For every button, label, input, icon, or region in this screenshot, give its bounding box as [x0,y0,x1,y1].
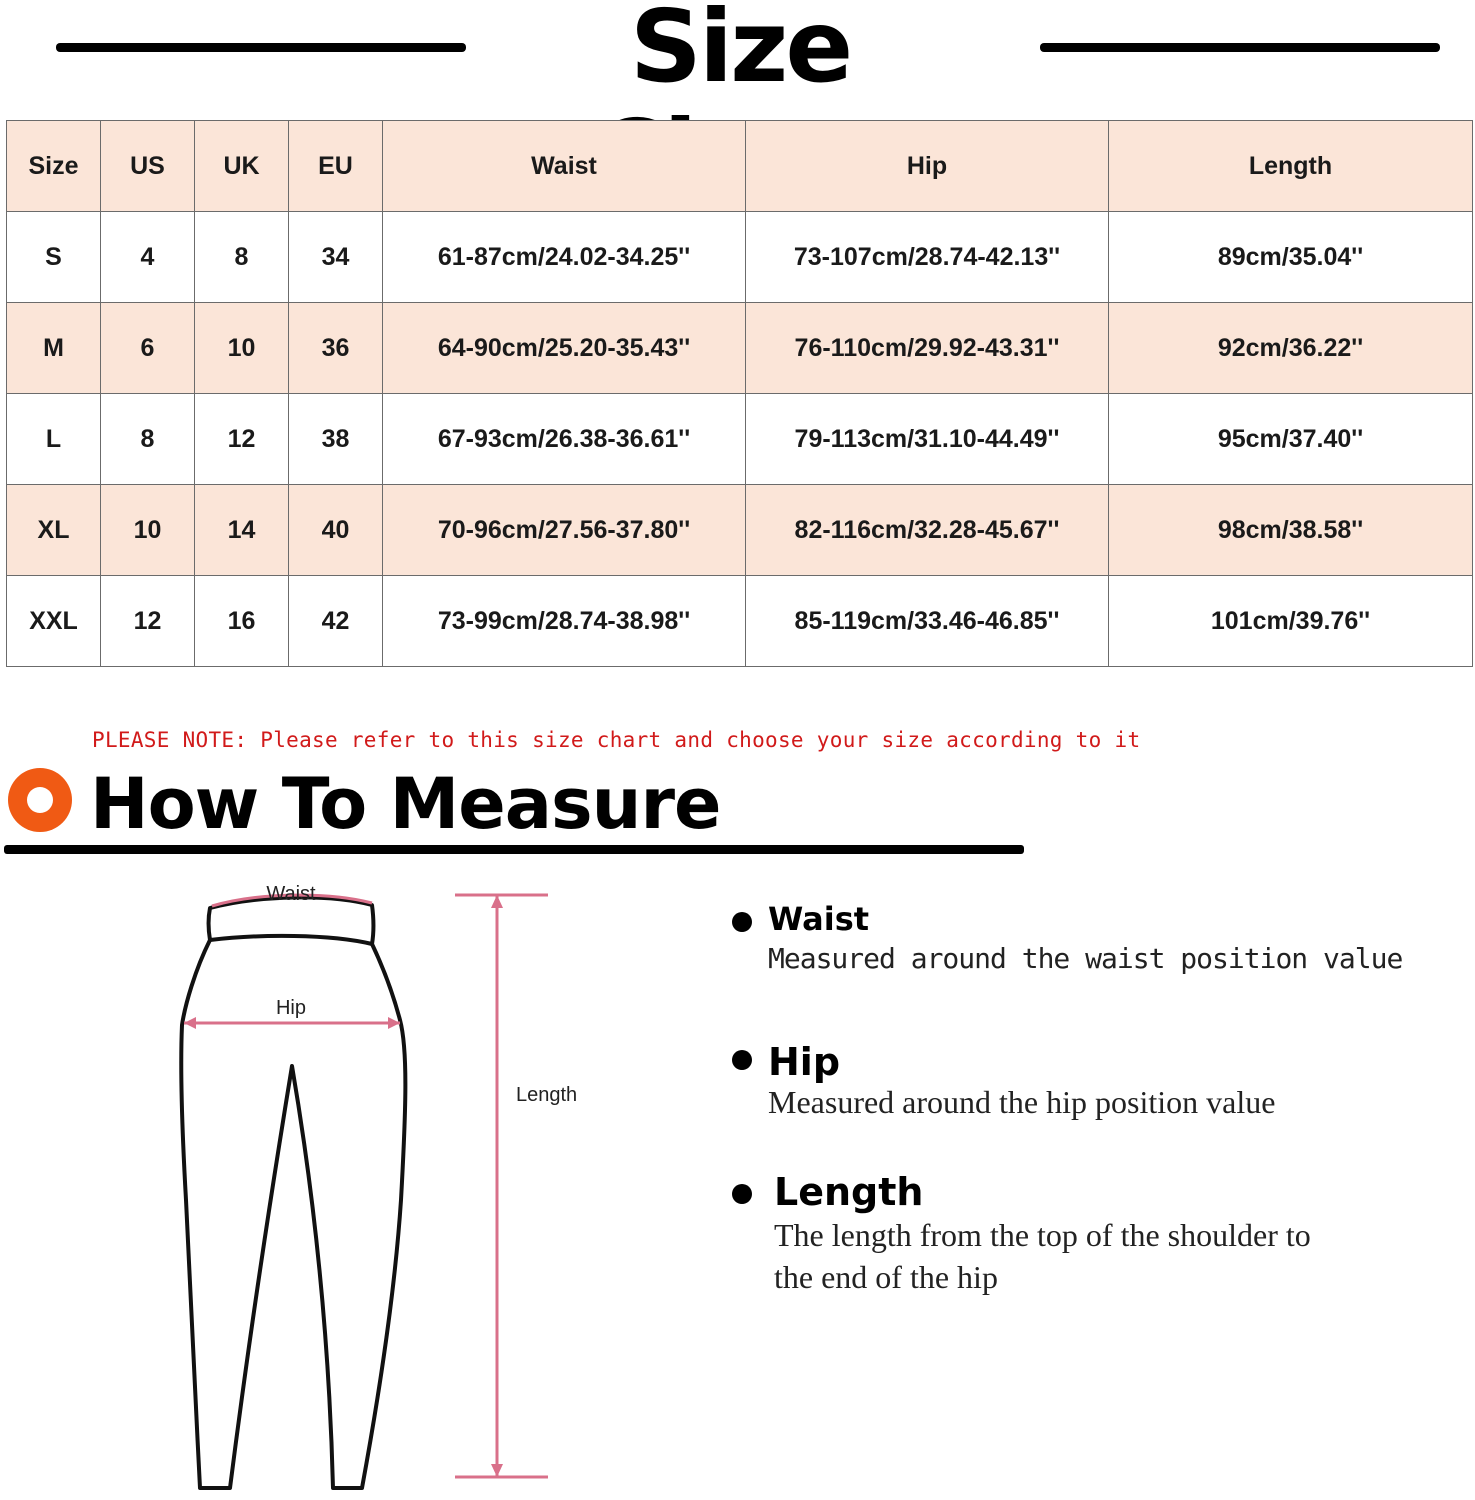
please-note-text: PLEASE NOTE: Please refer to this size chart and choose your size according to it [92,728,1141,752]
cell-us: 10 [101,485,195,576]
cell-size: S [7,212,101,303]
bullet-icon [732,1050,752,1070]
column-header-size: Size [7,121,101,212]
column-header-uk: UK [195,121,289,212]
length-arrow-bottom-icon [491,1464,503,1477]
ring-icon [8,768,72,832]
cell-length: 95cm/37.40'' [1109,394,1473,485]
measure-desc-length: The length from the top of the shoulder to the end of the hip [774,1217,1311,1295]
cell-size: L [7,394,101,485]
cell-us: 8 [101,394,195,485]
cell-us: 12 [101,576,195,667]
length-diagram-label: Length [516,1084,578,1106]
column-header-length: Length [1109,121,1473,212]
cell-hip: 76-110cm/29.92-43.31'' [746,303,1109,394]
cell-eu: 42 [289,576,383,667]
cell-length: 101cm/39.76'' [1109,576,1473,667]
cell-hip: 73-107cm/28.74-42.13'' [746,212,1109,303]
cell-eu: 34 [289,212,383,303]
hip-arrow-left-icon [184,1017,196,1029]
cell-uk: 16 [195,576,289,667]
how-to-underline [4,845,1024,854]
measure-title-hip: Hip [768,1040,841,1084]
cell-uk: 14 [195,485,289,576]
cell-waist: 70-96cm/27.56-37.80'' [383,485,746,576]
title-rule-left [56,43,466,52]
table-row [7,212,1473,303]
waist-diagram-label: Waist [266,883,316,905]
cell-us: 4 [101,212,195,303]
measure-title-length: Length [774,1170,924,1214]
cell-waist: 67-93cm/26.38-36.61'' [383,394,746,485]
measure-desc-waist: Measured around the waist position value [768,942,1403,975]
table-header-row [7,121,1473,212]
cell-hip: 82-116cm/32.28-45.67'' [746,485,1109,576]
cell-hip: 79-113cm/31.10-44.49'' [746,394,1109,485]
cell-waist: 64-90cm/25.20-35.43'' [383,303,746,394]
cell-eu: 36 [289,303,383,394]
cell-size: M [7,303,101,394]
page-title: Size [629,0,851,105]
measure-desc-hip: Measured around the hip position value [768,1084,1276,1120]
title-banner [0,0,1475,105]
bullet-icon [732,1184,752,1204]
how-to-measure-title: How To Measure [90,763,721,845]
cell-waist: 73-99cm/28.74-38.98'' [383,576,746,667]
cell-length: 98cm/38.58'' [1109,485,1473,576]
length-arrow-top-icon [491,895,503,908]
column-header-waist: Waist [383,121,746,212]
table-row [7,576,1473,667]
measure-title-waist: Waist [768,900,870,938]
hip-diagram-label: Hip [275,997,307,1019]
table-row [7,394,1473,485]
column-header-us: US [101,121,195,212]
column-header-hip: Hip [746,121,1109,212]
cell-length: 92cm/36.22'' [1109,303,1473,394]
size-table [6,120,1473,667]
cell-eu: 40 [289,485,383,576]
cell-eu: 38 [289,394,383,485]
cell-us: 6 [101,303,195,394]
cell-waist: 61-87cm/24.02-34.25'' [383,212,746,303]
cell-hip: 85-119cm/33.46-46.85'' [746,576,1109,667]
cell-size: XXL [7,576,101,667]
table-row [7,485,1473,576]
cell-uk: 8 [195,212,289,303]
cell-uk: 10 [195,303,289,394]
cell-uk: 12 [195,394,289,485]
cell-size: XL [7,485,101,576]
cell-length: 89cm/35.04'' [1109,212,1473,303]
bullet-icon [732,912,752,932]
title-rule-right [1040,43,1440,52]
column-header-eu: EU [289,121,383,212]
pants-measure-diagram [150,870,620,1500]
table-row [7,303,1473,394]
